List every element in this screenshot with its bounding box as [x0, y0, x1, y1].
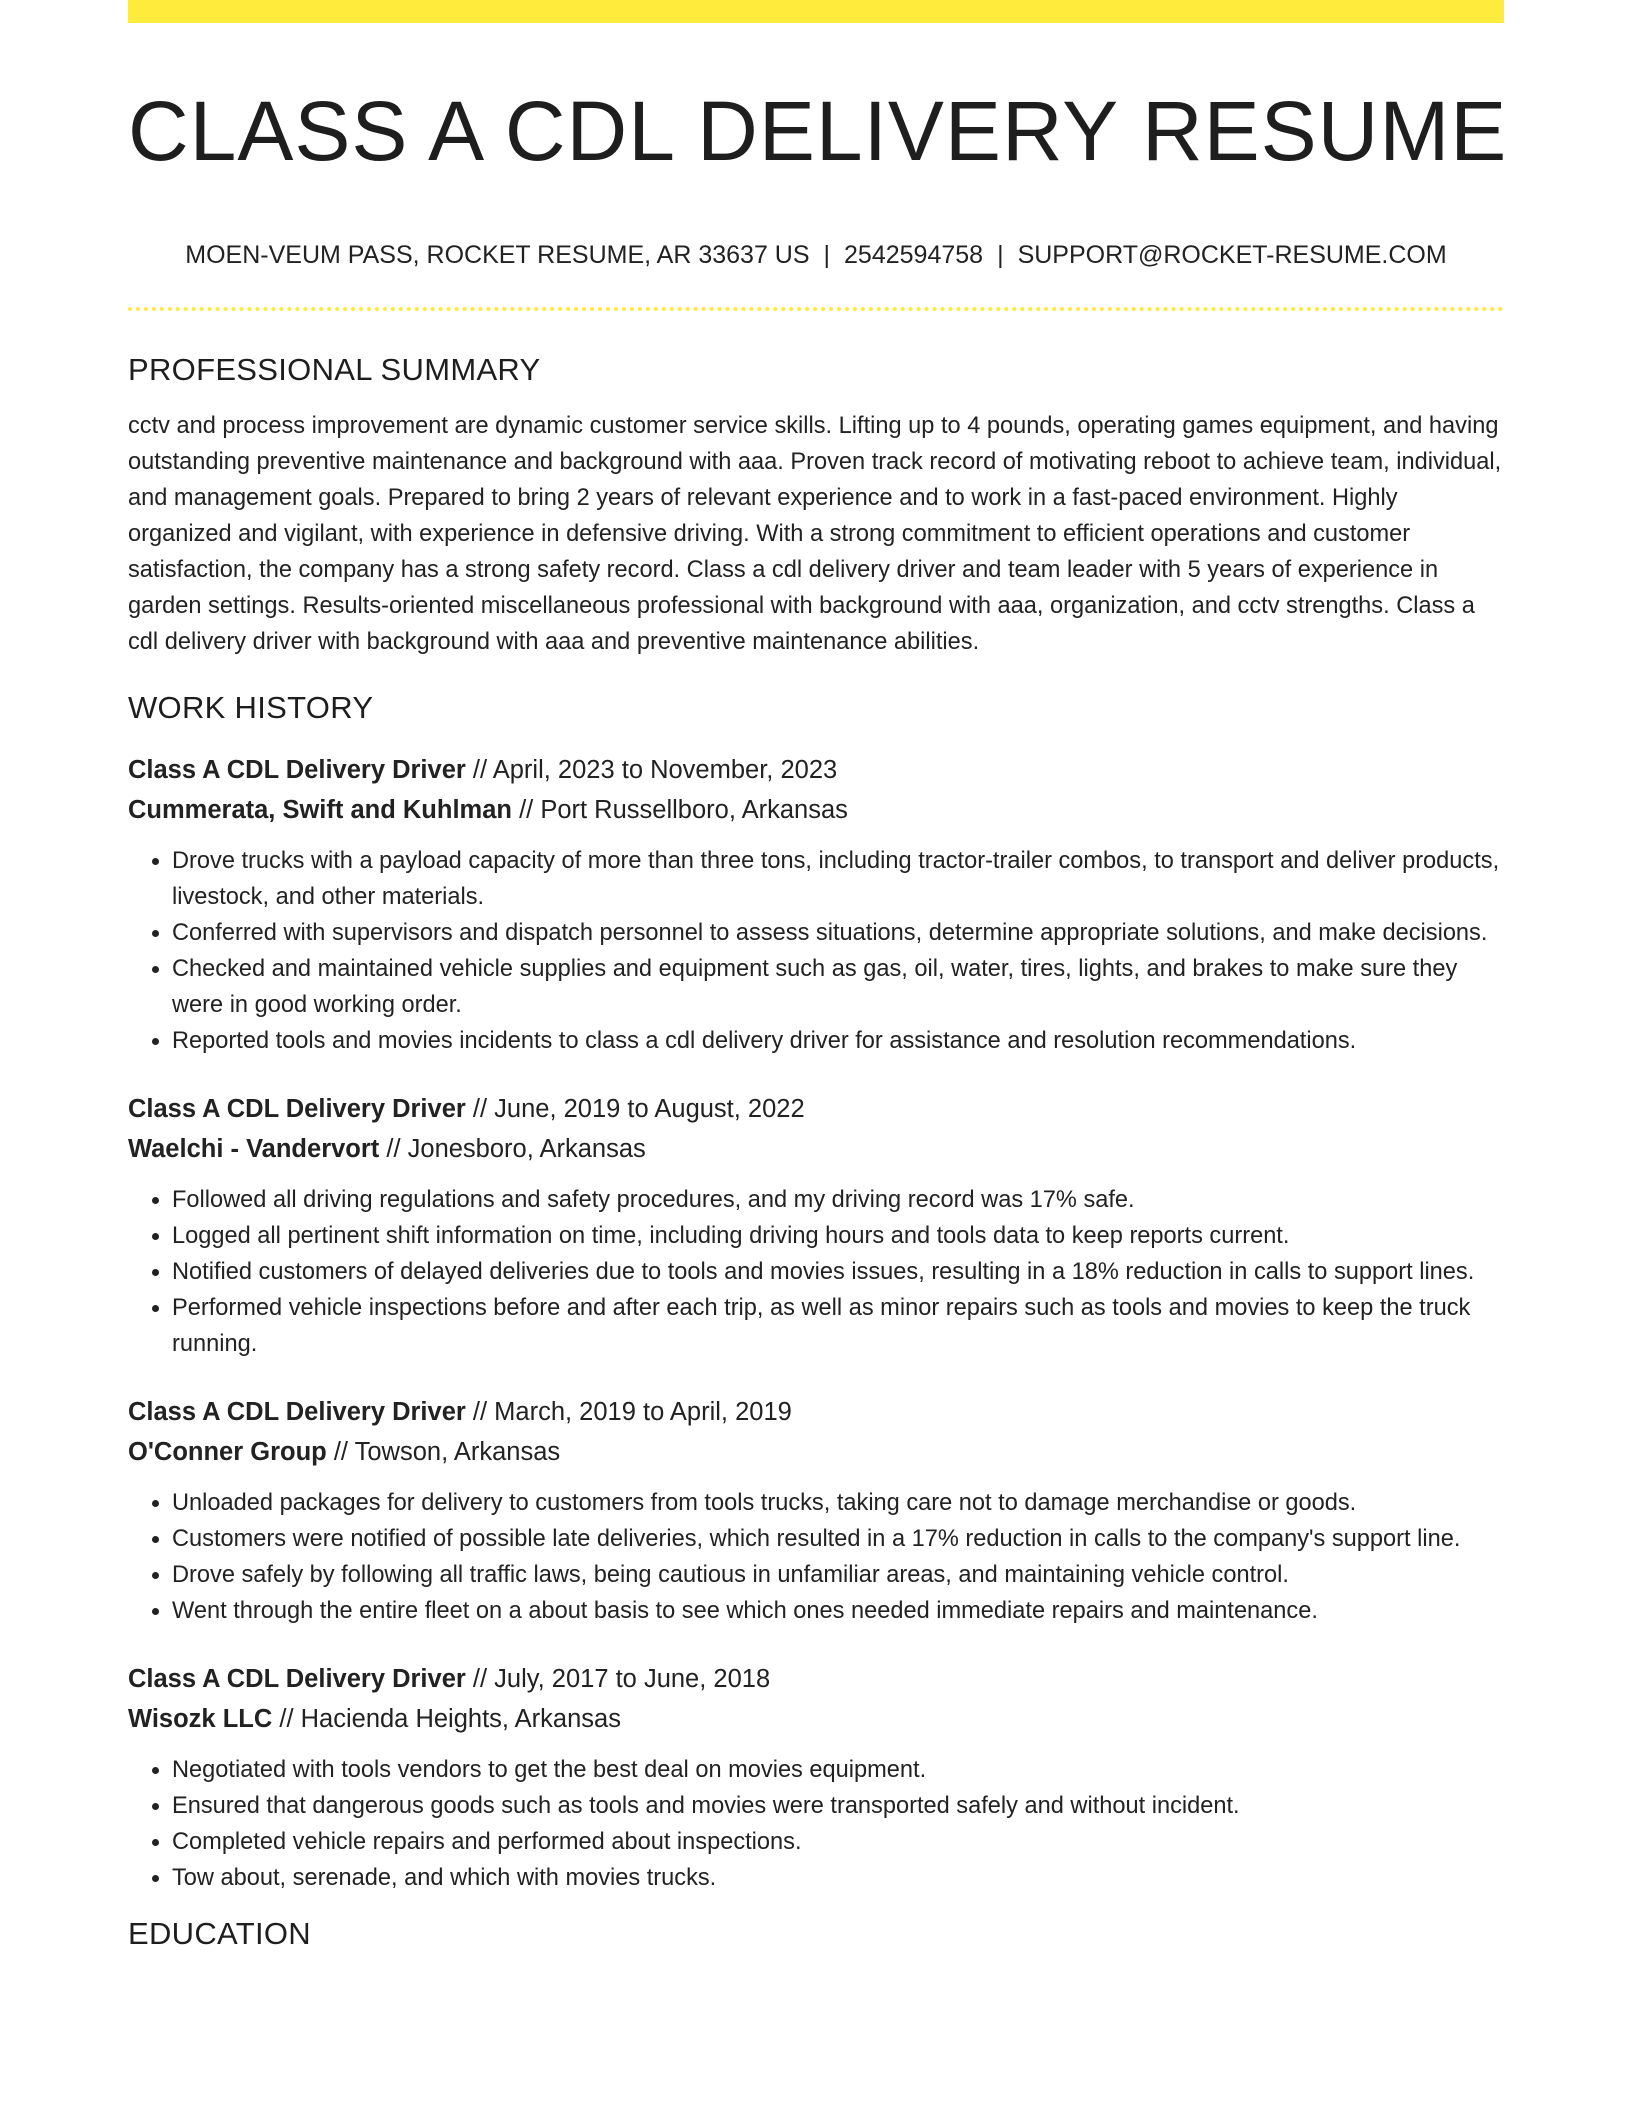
job-company: Waelchi - Vandervort — [128, 1135, 380, 1163]
job-company-line — [128, 1432, 1504, 1472]
job-bullets — [128, 1752, 1504, 1896]
job-location: // Towson, Arkansas — [326, 1438, 561, 1466]
job-role-line — [128, 1659, 1504, 1699]
accent-bar — [128, 0, 1504, 23]
summary-text: cctv and process improvement are dynamic customer service skills. Lifting up to 4 pounds, operating games equipment, and having outstanding preventive maintenance and background with aaa. Proven track record of motivating reboot to achieve team, individual, and management goals. Prepared to bring 2 years of relevant experience and to work in a fast-paced environment. Highly organized and vigilant, with experience in defensive driving. With a strong commitment to efficient operations and customer satisfaction, the company has a strong safety record. Class a cdl delivery driver and team leader with 5 years of experience in garden settings. Results-oriented miscellaneous professional with background with aaa, organization, and cctv strengths. Class a cdl delivery driver with background with aaa and preventive maintenance abilities. — [128, 413, 1502, 655]
job-location: // Port Russellboro, Arkansas — [511, 796, 848, 824]
contact-separator: | — [823, 241, 831, 269]
job-bullet: • Conferred with supervisors and dispatch personnel to assess situations, determine appropriate solutions, and make decisions. — [172, 915, 1504, 951]
job-company: Cummerata, Swift and Kuhlman — [128, 796, 512, 824]
job-dates: // April, 2023 to November, 2023 — [465, 756, 838, 784]
job-role-line — [128, 1089, 1504, 1129]
job-location: // Jonesboro, Arkansas — [379, 1135, 646, 1163]
job-bullet: • Performed vehicle inspections before and after each trip, as well as minor repairs such as tools and movies to keep the truck running. — [172, 1290, 1504, 1362]
job-bullets — [128, 1182, 1504, 1362]
job-role-line — [128, 750, 1504, 790]
job-role: Class A CDL Delivery Driver — [128, 756, 466, 784]
job-bullet: • Notified customers of delayed deliveries due to tools and movies issues, resulting in a 18% reduction in calls to support lines. — [172, 1254, 1504, 1290]
job-company: O'Conner Group — [128, 1438, 327, 1466]
job-entry — [128, 750, 1504, 1059]
job-bullet: • Drove safely by following all traffic laws, being cautious in unfamiliar areas, and maintaining vehicle control. — [172, 1557, 1504, 1593]
job-bullet: • Logged all pertinent shift information on time, including driving hours and tools data to keep reports current. — [172, 1218, 1504, 1254]
contact-address: MOEN-VEUM PASS, ROCKET RESUME, AR 33637 US — [185, 241, 810, 269]
contact-phone: 2542594758 — [844, 241, 984, 269]
job-bullet: • Customers were notified of possible late deliveries, which resulted in a 17% reduction in calls to the company's support line. — [172, 1521, 1504, 1557]
job-bullets — [128, 843, 1504, 1059]
contact-line — [128, 235, 1504, 275]
resume-body — [128, 350, 1504, 1954]
job-company-line — [128, 1129, 1504, 1169]
job-bullet: • Ensured that dangerous goods such as tools and movies were transported safely and without incident. — [172, 1788, 1504, 1824]
job-bullet: • Completed vehicle repairs and performed about inspections. — [172, 1824, 1504, 1860]
job-bullet: • Drove trucks with a payload capacity of more than three tons, including tractor-trailer combos, to transport and deliver products, livestock, and other materials. — [172, 843, 1504, 915]
job-bullets — [128, 1485, 1504, 1629]
contact-email: SUPPORT@ROCKET-RESUME.COM — [1017, 241, 1447, 269]
job-dates: // June, 2019 to August, 2022 — [465, 1095, 805, 1123]
job-role: Class A CDL Delivery Driver — [128, 1665, 466, 1693]
job-company-line — [128, 1699, 1504, 1739]
job-entry — [128, 1392, 1504, 1629]
job-bullet: • Checked and maintained vehicle supplies and equipment such as gas, oil, water, tires, lights, and brakes to make sure they were in good working order. — [172, 951, 1504, 1023]
job-entry — [128, 1659, 1504, 1896]
job-bullet: • Tow about, serenade, and which with movies trucks. — [172, 1860, 1504, 1896]
job-location: // Hacienda Heights, Arkansas — [272, 1705, 621, 1733]
job-role-line — [128, 1392, 1504, 1432]
job-bullet: • Went through the entire fleet on a about basis to see which ones needed immediate repairs and maintenance. — [172, 1593, 1504, 1629]
resume-title: CLASS A CDL DELIVERY RESUME — [128, 84, 1508, 178]
job-bullet: • Unloaded packages for delivery to customers from tools trucks, taking care not to damage merchandise or goods. — [172, 1485, 1504, 1521]
summary-heading: PROFESSIONAL SUMMARY — [128, 352, 541, 387]
job-entry — [128, 1089, 1504, 1362]
job-dates: // March, 2019 to April, 2019 — [465, 1398, 792, 1426]
job-bullet: • Negotiated with tools vendors to get the best deal on movies equipment. — [172, 1752, 1504, 1788]
education-heading: EDUCATION — [128, 1916, 311, 1951]
job-role: Class A CDL Delivery Driver — [128, 1095, 466, 1123]
job-company: Wisozk LLC — [128, 1705, 273, 1733]
job-dates: // July, 2017 to June, 2018 — [465, 1665, 771, 1693]
job-company-line — [128, 790, 1504, 830]
job-bullet: • Followed all driving regulations and safety procedures, and my driving record was 17% safe. — [172, 1182, 1504, 1218]
work-history-heading: WORK HISTORY — [128, 690, 374, 725]
job-role: Class A CDL Delivery Driver — [128, 1398, 466, 1426]
dotted-divider — [128, 307, 1504, 311]
contact-separator: | — [997, 241, 1004, 269]
job-bullet: • Reported tools and movies incidents to class a cdl delivery driver for assistance and resolution recommendations. — [172, 1023, 1504, 1059]
